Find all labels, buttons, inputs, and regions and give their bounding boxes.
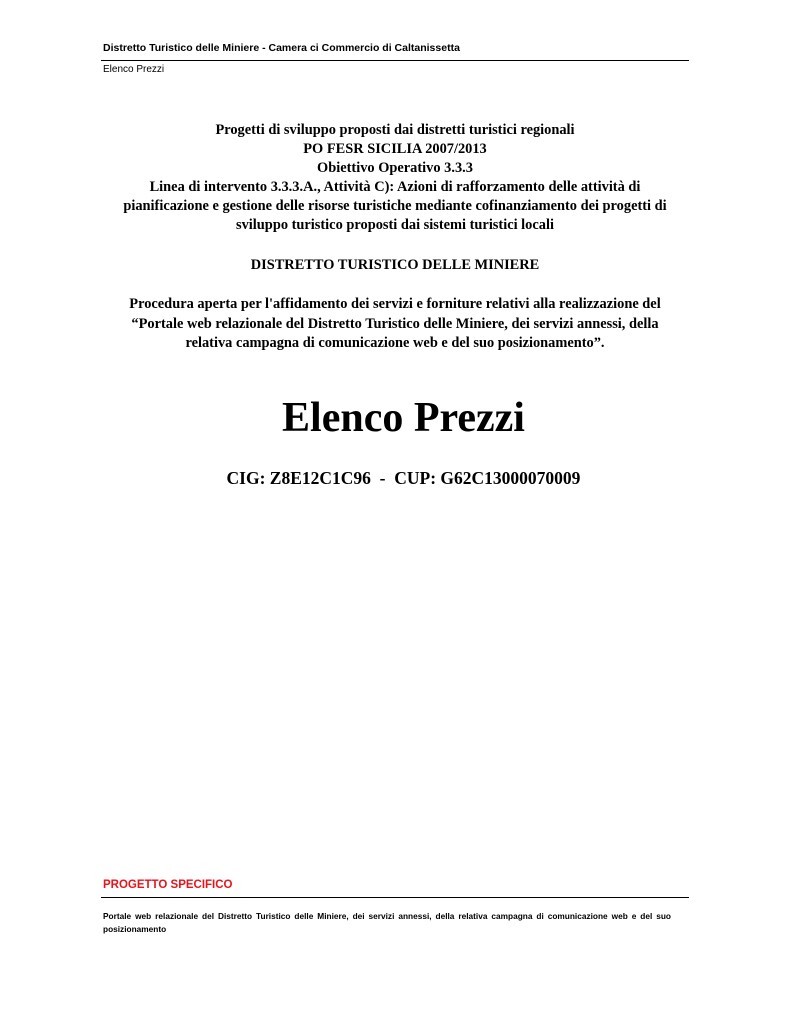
cig-cup-codes: CIG: Z8E12C1C96 - CUP: G62C13000070009 [226,468,581,488]
procedure-line: Procedura aperta per l'affidamento dei servizi e forniture relativi alla realizzazione del [129,296,661,312]
intro-line: PO FESR SICILIA 2007/2013 [303,141,487,157]
footer-title: PROGETTO SPECIFICO [103,879,233,891]
intro-line: Progetti di sviluppo proposti dai distretti turistici regionali [215,122,575,138]
footer-divider [101,897,689,898]
procedure-line: “Portale web relazionale del Distretto Turistico delle Miniere, dei servizi annessi, della [131,315,659,332]
district-title: DISTRETTO TURISTICO DELLE MINIERE [250,257,540,273]
intro-line: pianificazione e gestione delle risorse turistiche mediante cofinanziamento dei progetti di [123,198,667,214]
document-title: Elenco Prezzi [282,395,525,441]
intro-line: Obiettivo Operativo 3.3.3 [317,160,473,176]
intro-line: Linea di intervento 3.3.3.A., Attività C): Azioni di rafforzamento delle attività di [149,179,641,195]
header-subtitle: Elenco Prezzi [103,64,165,75]
header-divider [101,60,689,61]
procedure-line: relativa campagna di comunicazione web e del suo posizionamento”. [185,335,605,351]
footer-description: Portale web relazionale del Distretto Turistico delle Miniere, dei servizi annessi, della relativa campagna di comunicazione web e del suo posizionamento [103,911,671,934]
intro-line: sviluppo turistico proposti dai sistemi turistici locali [236,217,554,233]
procedure-block [100,295,690,354]
header-title: Distretto Turistico delle Miniere - Camera ci Commercio di Caltanissetta [103,42,460,54]
intro-block [100,121,690,235]
